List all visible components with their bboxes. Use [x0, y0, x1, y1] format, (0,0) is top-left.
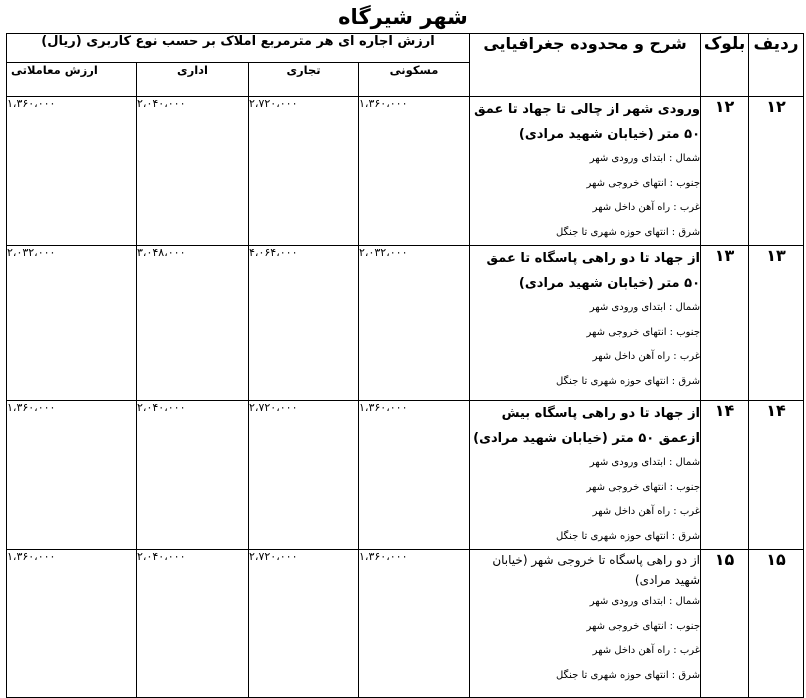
description-text: از دو راهی پاسگاه تا خروجی شهر (خیابان شهید مرادی): [492, 553, 701, 587]
radif-cell: ۱۵: [749, 550, 804, 698]
north-boundary: شمال : ابتدای ورودی شهر: [589, 596, 701, 607]
transaction-value: ۱،۳۶۰،۰۰۰: [7, 550, 137, 698]
office-value: ۲،۰۴۰،۰۰۰: [137, 97, 249, 246]
header-block: بلوک: [701, 34, 749, 97]
commercial-value: ۲،۷۲۰،۰۰۰: [249, 97, 359, 246]
radif-cell: ۱۲: [749, 97, 804, 246]
header-residential: مسکونی: [359, 63, 470, 97]
residential-value: ۱،۳۶۰،۰۰۰: [359, 97, 470, 246]
description-text: از جهاد تا دو راهی پاسگاه تا عمق ۵۰ متر (خیابان شهید مرادی): [486, 251, 701, 291]
header-rent-value: ارزش اجاره ای هر مترمربع املاک بر حسب نوع کاربری (ریال): [7, 34, 470, 63]
office-value: ۳،۰۴۸،۰۰۰: [137, 246, 249, 401]
description-cell: [470, 246, 701, 401]
residential-value: ۱،۳۶۰،۰۰۰: [359, 401, 470, 550]
office-value: ۲،۰۴۰،۰۰۰: [137, 401, 249, 550]
header-description: شرح و محدوده جغرافیایی: [470, 34, 701, 97]
north-boundary: شمال : ابتدای ورودی شهر: [589, 302, 701, 313]
description-text: ورودی شهر از چالی تا جهاد تا عمق ۵۰ متر (خیابان شهید مرادی): [474, 102, 701, 142]
west-boundary: غرب : راه آهن داخل شهر: [592, 202, 701, 213]
header-radif: ردیف: [749, 34, 804, 97]
radif-cell: ۱۴: [749, 401, 804, 550]
valuation-table: [6, 33, 804, 698]
page-title: شهر شیرگاه: [338, 5, 468, 29]
east-boundary: شرق : انتهای حوزه شهری تا جنگل: [555, 530, 701, 542]
south-boundary: جنوب : انتهای خروجی شهر: [586, 326, 701, 338]
west-boundary: غرب : راه آهن داخل شهر: [592, 506, 701, 517]
description-cell: [470, 97, 701, 246]
header-transaction-value: ارزش معاملاتی: [7, 63, 137, 97]
south-boundary: جنوب : انتهای خروجی شهر: [586, 481, 701, 493]
residential-value: ۱،۳۶۰،۰۰۰: [359, 550, 470, 698]
block-cell: ۱۲: [701, 97, 749, 246]
description-cell: [470, 550, 701, 698]
west-boundary: غرب : راه آهن داخل شهر: [592, 645, 701, 656]
description-cell: [470, 401, 701, 550]
south-boundary: جنوب : انتهای خروجی شهر: [586, 177, 701, 189]
office-value: ۲،۰۴۰،۰۰۰: [137, 550, 249, 698]
east-boundary: شرق : انتهای حوزه شهری تا جنگل: [555, 375, 701, 387]
table-row: [7, 550, 804, 698]
residential-value: ۲،۰۳۲،۰۰۰: [359, 246, 470, 401]
north-boundary: شمال : ابتدای ورودی شهر: [589, 457, 701, 468]
block-cell: ۱۵: [701, 550, 749, 698]
header-office: اداری: [137, 63, 249, 97]
table-row: [7, 401, 804, 550]
south-boundary: جنوب : انتهای خروجی شهر: [586, 620, 701, 632]
transaction-value: ۱،۳۶۰،۰۰۰: [7, 97, 137, 246]
table-row: [7, 246, 804, 401]
east-boundary: شرق : انتهای حوزه شهری تا جنگل: [555, 669, 701, 681]
east-boundary: شرق : انتهای حوزه شهری تا جنگل: [555, 226, 701, 238]
commercial-value: ۲،۷۲۰،۰۰۰: [249, 550, 359, 698]
radif-cell: ۱۳: [749, 246, 804, 401]
block-cell: ۱۳: [701, 246, 749, 401]
north-boundary: شمال : ابتدای ورودی شهر: [589, 153, 701, 164]
commercial-value: ۴،۰۶۴،۰۰۰: [249, 246, 359, 401]
commercial-value: ۲،۷۲۰،۰۰۰: [249, 401, 359, 550]
block-cell: ۱۴: [701, 401, 749, 550]
header-commercial: تجاری: [249, 63, 359, 97]
table-row: [7, 97, 804, 246]
transaction-value: ۲،۰۳۲،۰۰۰: [7, 246, 137, 401]
transaction-value: ۱،۳۶۰،۰۰۰: [7, 401, 137, 550]
description-text: از جهاد تا دو راهی پاسگاه بیش ازعمق ۵۰ متر (خیابان شهید مرادی): [473, 406, 701, 446]
west-boundary: غرب : راه آهن داخل شهر: [592, 351, 701, 362]
